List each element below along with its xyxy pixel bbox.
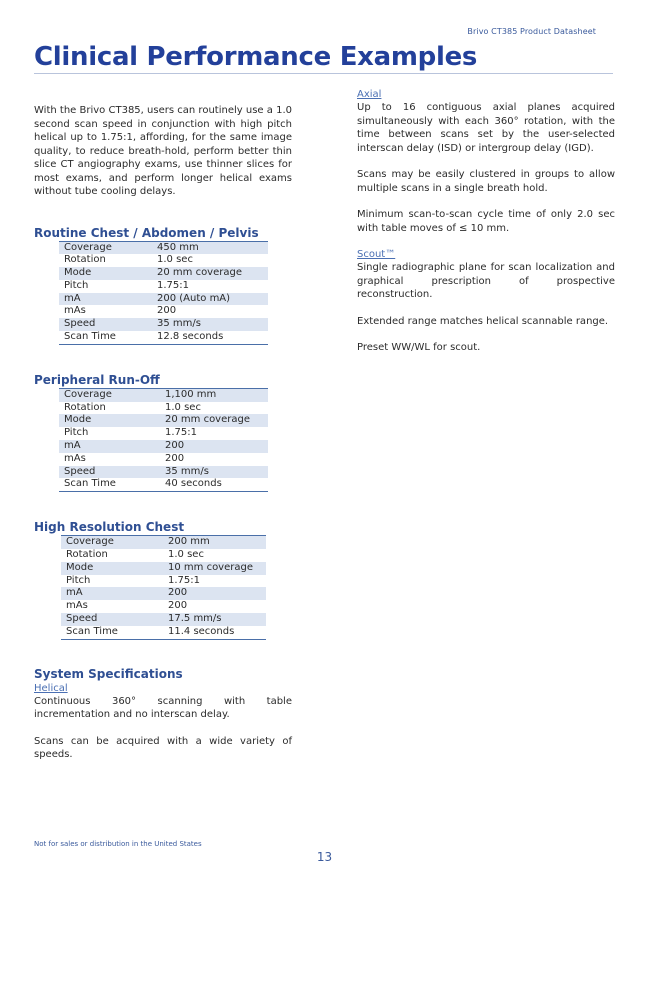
row-value: 1.75:1 bbox=[157, 279, 189, 291]
axial-heading: Axial bbox=[357, 89, 382, 100]
table-title-high-res-chest: High Resolution Chest bbox=[34, 520, 185, 535]
row-label: mAs bbox=[66, 600, 88, 612]
row-value: 200 bbox=[157, 305, 177, 317]
table-row bbox=[59, 388, 268, 401]
table-row bbox=[59, 427, 268, 440]
table-row bbox=[61, 549, 266, 562]
table-title-routine-chest: Routine Chest / Abdomen / Pelvis bbox=[34, 225, 259, 240]
row-label: Scan Time bbox=[64, 331, 116, 343]
scout-heading: Scout™ bbox=[357, 249, 396, 260]
scout-paragraph-1: Single radiographic plane for scan localization and graphical prescription of prospective reconstruction. bbox=[357, 262, 615, 300]
table-row bbox=[61, 600, 266, 613]
row-value: 1,100 mm bbox=[160, 388, 268, 401]
table-row bbox=[59, 466, 268, 479]
row-value: 17.5 mm/s bbox=[163, 613, 266, 626]
title-divider bbox=[34, 73, 613, 74]
row-label: Speed bbox=[61, 613, 163, 626]
helical-heading: Helical bbox=[34, 682, 68, 694]
table-row bbox=[61, 613, 266, 626]
scout-paragraph-2: Extended range matches helical scannable range. bbox=[357, 315, 609, 327]
row-label: Mode bbox=[61, 562, 163, 575]
spec-table-high-res-chest bbox=[61, 535, 266, 639]
table-row bbox=[59, 293, 268, 306]
row-label: mAs bbox=[64, 305, 86, 317]
row-value: 20 mm coverage bbox=[160, 414, 268, 427]
table-row bbox=[59, 414, 268, 427]
table-row bbox=[59, 241, 268, 254]
row-label: Pitch bbox=[64, 427, 89, 439]
table-row bbox=[59, 453, 268, 466]
row-value: 200 (Auto mA) bbox=[152, 293, 268, 306]
row-value: 450 mm bbox=[152, 241, 268, 254]
spec-table-peripheral-runoff bbox=[59, 388, 268, 492]
row-value: 1.0 sec bbox=[168, 549, 204, 561]
row-label: Rotation bbox=[66, 549, 108, 561]
table-title-peripheral-runoff: Peripheral Run-Off bbox=[34, 372, 160, 387]
row-label: Speed bbox=[59, 466, 160, 479]
document-header: Brivo CT385 Product Datasheet bbox=[467, 27, 596, 36]
row-value: 200 bbox=[160, 440, 268, 453]
system-specs-title: System Specifications bbox=[34, 666, 183, 681]
row-label: Mode bbox=[59, 267, 152, 280]
table-row bbox=[61, 575, 266, 588]
table-row bbox=[59, 267, 268, 280]
footer-note: Not for sales or distribution in the United States bbox=[34, 840, 202, 848]
table-row bbox=[59, 402, 268, 415]
page-title: Clinical Performance Examples bbox=[34, 42, 478, 72]
scout-paragraph-3: Preset WW/WL for scout. bbox=[357, 342, 481, 353]
row-value: 1.0 sec bbox=[157, 254, 193, 266]
row-label: mA bbox=[59, 440, 160, 453]
row-value: 200 bbox=[168, 600, 188, 612]
row-label: Scan Time bbox=[66, 625, 118, 637]
row-value: 200 mm bbox=[163, 536, 266, 549]
row-label: Mode bbox=[59, 414, 160, 427]
table-row bbox=[59, 440, 268, 453]
row-value: 1.0 sec bbox=[165, 401, 201, 413]
row-label: Rotation bbox=[64, 254, 106, 266]
row-value: 200 bbox=[163, 587, 266, 600]
row-label: Coverage bbox=[59, 388, 160, 401]
row-label: Scan Time bbox=[64, 478, 116, 490]
axial-paragraph-3: Minimum scan-to-scan cycle time of only 2.0 sec with table moves of ≤ 10 mm. bbox=[357, 209, 615, 234]
row-value: 20 mm coverage bbox=[152, 267, 268, 280]
table-row bbox=[59, 280, 268, 293]
row-value: 35 mm/s bbox=[152, 318, 268, 331]
table-row bbox=[59, 478, 268, 491]
left-column bbox=[34, 104, 292, 762]
row-label: mA bbox=[61, 587, 163, 600]
table-row bbox=[59, 318, 268, 331]
row-label: Pitch bbox=[64, 279, 89, 291]
row-label: Speed bbox=[59, 318, 152, 331]
row-value: 1.75:1 bbox=[165, 427, 197, 439]
table-row bbox=[61, 536, 266, 549]
intro-paragraph: With the Brivo CT385, users can routinely use a 1.0 second scan speed in conjunction with high pitch helical up to 1.75:1, affording, for the same image quality, to reduce breath-hold, perform better thin slice CT angiography exams, use thinner slices for most exams, and perform longer helical exams without tube cooling delays. bbox=[34, 105, 292, 197]
row-value: 10 mm coverage bbox=[163, 562, 266, 575]
row-label: mA bbox=[59, 293, 152, 306]
row-label: Pitch bbox=[66, 574, 91, 586]
right-column bbox=[357, 88, 615, 355]
row-label: Coverage bbox=[59, 241, 152, 254]
table-row bbox=[59, 254, 268, 267]
table-row bbox=[61, 626, 266, 639]
row-value: 40 seconds bbox=[165, 478, 222, 490]
row-value: 200 bbox=[165, 452, 185, 464]
table-row bbox=[59, 305, 268, 318]
table-row bbox=[61, 562, 266, 575]
helical-paragraph-2: Scans can be acquired with a wide variety of speeds. bbox=[34, 735, 292, 761]
axial-paragraph-2: Scans may be easily clustered in groups to allow multiple scans in a single breath hold. bbox=[357, 169, 615, 194]
row-value: 11.4 seconds bbox=[168, 625, 235, 637]
helical-paragraph-1: Continuous 360° scanning with table incrementation and no interscan delay. bbox=[34, 695, 292, 721]
table-row bbox=[61, 587, 266, 600]
axial-paragraph-1: Up to 16 contiguous axial planes acquired simultaneously with each 360° rotation, with the time between scans set by the user-selected interscan delay (ISD) or intergroup delay (IGD). bbox=[357, 102, 615, 154]
spec-table-routine-chest bbox=[59, 241, 268, 345]
table-row bbox=[59, 331, 268, 344]
row-value: 12.8 seconds bbox=[157, 331, 224, 343]
row-label: Rotation bbox=[64, 401, 106, 413]
page-number: 13 bbox=[316, 850, 333, 864]
row-label: Coverage bbox=[61, 536, 163, 549]
row-label: mAs bbox=[64, 452, 86, 464]
row-value: 35 mm/s bbox=[160, 466, 268, 479]
row-value: 1.75:1 bbox=[168, 574, 200, 586]
